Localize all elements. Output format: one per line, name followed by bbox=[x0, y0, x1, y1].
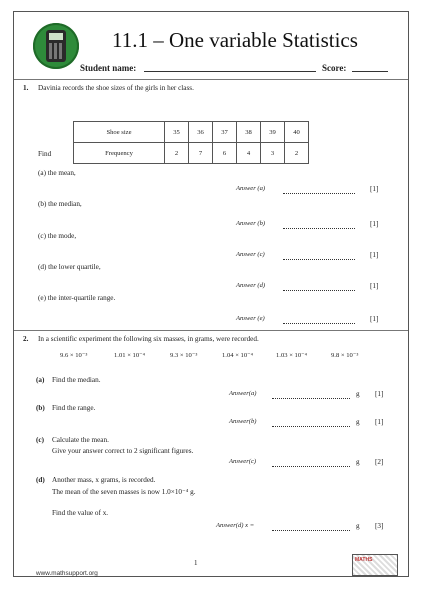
shoe-size-table bbox=[73, 121, 309, 164]
q1d-marks: [1] bbox=[370, 282, 379, 290]
table-cell: 35 bbox=[165, 122, 189, 143]
q1a-answer-label: Answer (a) bbox=[236, 185, 266, 192]
table-cell: 3 bbox=[261, 143, 285, 164]
q1b-label: (b) the median, bbox=[38, 200, 82, 208]
q2-prompt: In a scientific experiment the following six masses, in grams, were recorded. bbox=[38, 335, 259, 343]
q2a-label: (a) bbox=[36, 376, 45, 384]
q2b-answer-label: Answer(b) bbox=[229, 418, 257, 425]
q1d-answer-label: Answer (d) bbox=[236, 282, 266, 289]
table-cell: 40 bbox=[285, 122, 309, 143]
calculator-icon bbox=[46, 30, 66, 62]
table-cell: 2 bbox=[285, 143, 309, 164]
q2c-text1: Calculate the mean. bbox=[52, 436, 109, 444]
q2a-text: Find the median. bbox=[52, 376, 101, 384]
q2d-text1: Another mass, x grams, is recorded. bbox=[52, 476, 156, 484]
q2b-answer-field[interactable] bbox=[272, 426, 350, 427]
find-label: Find bbox=[38, 150, 52, 158]
q2-number: 2. bbox=[23, 335, 29, 343]
score-field[interactable] bbox=[352, 71, 388, 72]
student-name-label: Student name: bbox=[80, 63, 137, 73]
q2d-marks: [3] bbox=[375, 522, 384, 530]
footer-url[interactable]: www.mathsupport.org bbox=[36, 570, 98, 577]
divider bbox=[14, 330, 408, 331]
q1c-marks: [1] bbox=[370, 251, 379, 259]
q2b-text: Find the range. bbox=[52, 404, 96, 412]
q1c-answer-field[interactable] bbox=[283, 259, 355, 260]
q2d-answer-label: Answer(d) x = bbox=[216, 522, 255, 529]
mass-value: 1.03 × 10⁻⁴ bbox=[276, 352, 307, 359]
q2c-text2: Give your answer correct to 2 significant figures. bbox=[52, 447, 194, 455]
q1e-marks: [1] bbox=[370, 315, 379, 323]
mass-value: 1.01 × 10⁻⁴ bbox=[114, 352, 145, 359]
page-number: 1 bbox=[194, 559, 198, 567]
q2c-unit: g bbox=[356, 458, 360, 466]
q2c-label: (c) bbox=[36, 436, 44, 444]
q1-prompt: Davinia records the shoe sizes of the girls in her class. bbox=[38, 84, 194, 92]
site-logo-icon: MATHS bbox=[352, 554, 398, 576]
table-cell: 4 bbox=[237, 143, 261, 164]
q2b-marks: [1] bbox=[375, 418, 384, 426]
table-cell: 36 bbox=[189, 122, 213, 143]
table-cell: 2 bbox=[165, 143, 189, 164]
page-title: 11.1 – One variable Statistics bbox=[112, 28, 358, 52]
calculator-logo-icon bbox=[33, 23, 79, 69]
q2a-answer-field[interactable] bbox=[272, 398, 350, 399]
q2d-label: (d) bbox=[36, 476, 45, 484]
table-cell: 37 bbox=[213, 122, 237, 143]
q2d-answer-field[interactable] bbox=[272, 530, 350, 531]
q1e-answer-label: Answer (e) bbox=[236, 315, 265, 322]
q1c-answer-label: Answer (c) bbox=[236, 251, 265, 258]
q2a-marks: [1] bbox=[375, 390, 384, 398]
score-label: Score: bbox=[322, 63, 347, 73]
table-header-cell: Shoe size bbox=[74, 122, 165, 143]
table-cell: 7 bbox=[189, 143, 213, 164]
q2a-unit: g bbox=[356, 390, 360, 398]
table-row bbox=[74, 122, 309, 143]
table-cell: 39 bbox=[261, 122, 285, 143]
q2c-marks: [2] bbox=[375, 458, 384, 466]
q2d-text2: The mean of the seven masses is now 1.0×10⁻⁴ g. bbox=[52, 488, 196, 496]
q2c-answer-label: Answer(c) bbox=[229, 458, 257, 465]
mass-value: 9.8 × 10⁻³ bbox=[331, 352, 359, 359]
q1b-marks: [1] bbox=[370, 220, 379, 228]
student-name-field[interactable] bbox=[144, 71, 316, 72]
q1e-answer-field[interactable] bbox=[283, 323, 355, 324]
q2d-text3: Find the value of x. bbox=[52, 509, 109, 517]
mass-value: 9.3 × 10⁻³ bbox=[170, 352, 198, 359]
q1c-label: (c) the mode, bbox=[38, 232, 77, 240]
table-row bbox=[74, 143, 309, 164]
q1d-answer-field[interactable] bbox=[283, 290, 355, 291]
q2a-answer-label: Answer(a) bbox=[229, 390, 257, 397]
q1a-marks: [1] bbox=[370, 185, 379, 193]
q1-number: 1. bbox=[23, 84, 29, 92]
table-cell: 38 bbox=[237, 122, 261, 143]
q2b-label: (b) bbox=[36, 404, 45, 412]
mass-value: 1.04 × 10⁻⁴ bbox=[222, 352, 253, 359]
table-header-cell: Frequency bbox=[74, 143, 165, 164]
q1b-answer-field[interactable] bbox=[283, 228, 355, 229]
q2c-answer-field[interactable] bbox=[272, 466, 350, 467]
q1d-label: (d) the lower quartile, bbox=[38, 263, 101, 271]
q1e-label: (e) the inter-quartile range. bbox=[38, 294, 116, 302]
q2d-unit: g bbox=[356, 522, 360, 530]
divider bbox=[14, 79, 408, 80]
q1a-label: (a) the mean, bbox=[38, 169, 76, 177]
table-cell: 6 bbox=[213, 143, 237, 164]
q2b-unit: g bbox=[356, 418, 360, 426]
mass-value: 9.6 × 10⁻³ bbox=[60, 352, 88, 359]
q1b-answer-label: Answer (b) bbox=[236, 220, 266, 227]
q1a-answer-field[interactable] bbox=[283, 193, 355, 194]
